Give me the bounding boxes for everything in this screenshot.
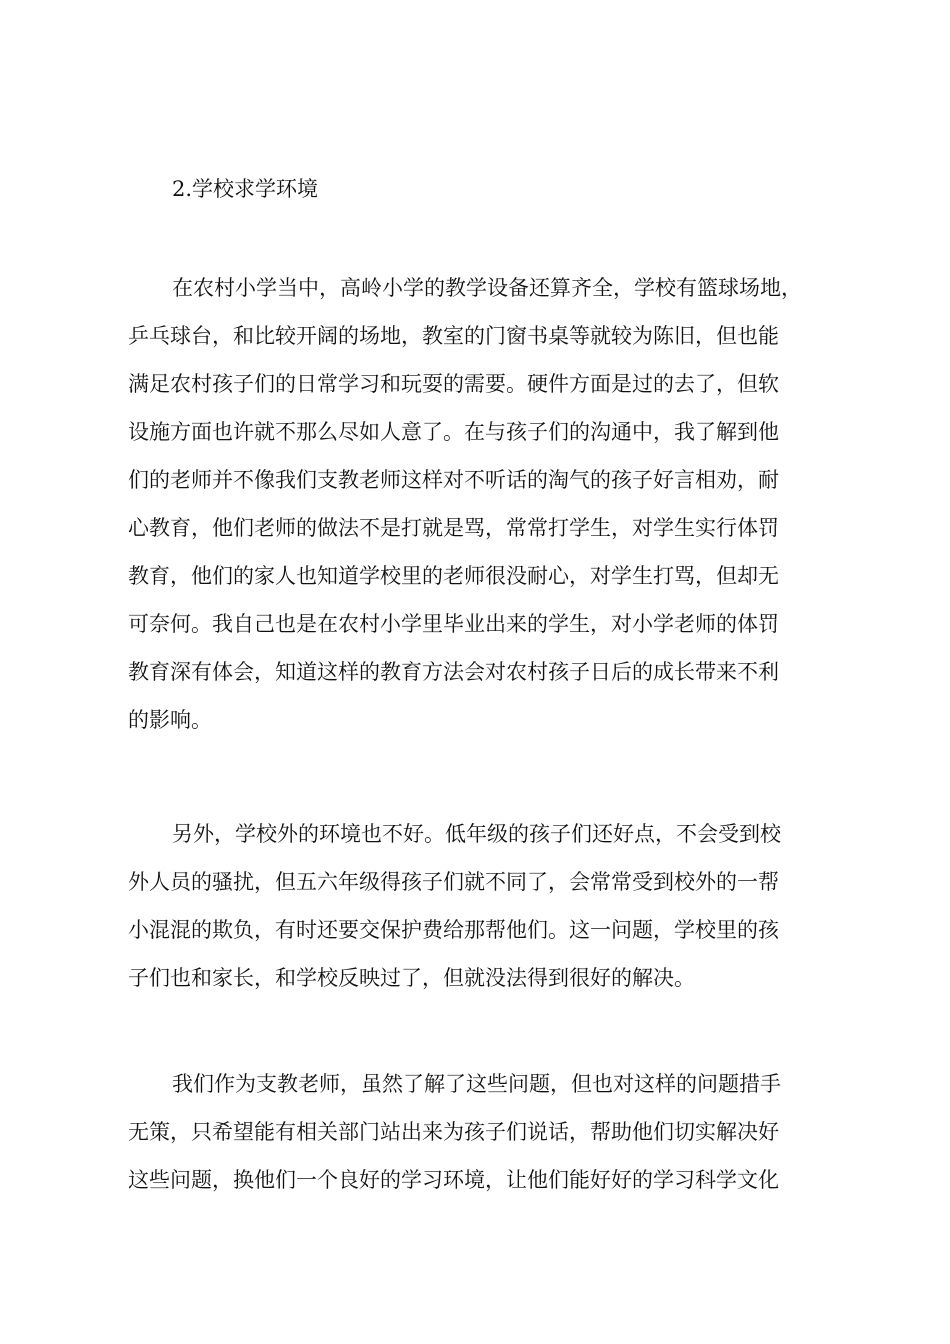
text-line: 设施方面也许就不那么尽如人意了。在与孩子们的沟通中，我了解到他 <box>128 420 779 444</box>
section-heading: 2.学校求学环境 <box>172 177 319 201</box>
text-line: 心教育，他们老师的做法不是打就是骂，常常打学生，对学生实行体罚 <box>128 516 779 540</box>
text-line: 在农村小学当中，高岭小学的教学设备还算齐全，学校有篮球场地， <box>172 276 802 300</box>
text-line: 满足农村孩子们的日常学习和玩耍的需要。硬件方面是过的去了，但软 <box>128 372 779 396</box>
text-line: 教育深有体会，知道这样的教育方法会对农村孩子日后的成长带来不利 <box>128 660 779 684</box>
paragraph-school-facilities <box>128 264 828 744</box>
paragraph-outside-environment <box>128 810 828 1002</box>
text-line: 们的老师并不像我们支教老师这样对不听话的淘气的孩子好言相劝，耐 <box>128 468 779 492</box>
paragraph-volunteer-teachers <box>128 1060 828 1204</box>
text-line: 教育，他们的家人也知道学校里的老师很没耐心，对学生打骂，但却无 <box>128 564 779 588</box>
text-line: 乒乓球台，和比较开阔的场地，教室的门窗书桌等就较为陈旧，但也能 <box>128 324 779 348</box>
text-line: 可奈何。我自己也是在农村小学里毕业出来的学生，对小学老师的体罚 <box>128 612 779 636</box>
text-line: 外人员的骚扰，但五六年级得孩子们就不同了，会常常受到校外的一帮 <box>128 870 779 894</box>
text-line: 小混混的欺负，有时还要交保护费给那帮他们。这一问题，学校里的孩 <box>128 918 779 942</box>
text-line: 的影响。 <box>128 708 212 732</box>
text-line: 无策，只希望能有相关部门站出来为孩子们说话，帮助他们切实解决好 <box>128 1120 779 1144</box>
text-line: 我们作为支教老师，虽然了解了这些问题，但也对这样的问题措手 <box>172 1072 781 1096</box>
text-line: 另外，学校外的环境也不好。低年级的孩子们还好点，不会受到校 <box>172 822 781 846</box>
text-line: 这些问题，换他们一个良好的学习环境，让他们能好好的学习科学文化 <box>128 1168 779 1192</box>
text-line: 子们也和家长，和学校反映过了，但就没法得到很好的解决。 <box>128 966 695 990</box>
